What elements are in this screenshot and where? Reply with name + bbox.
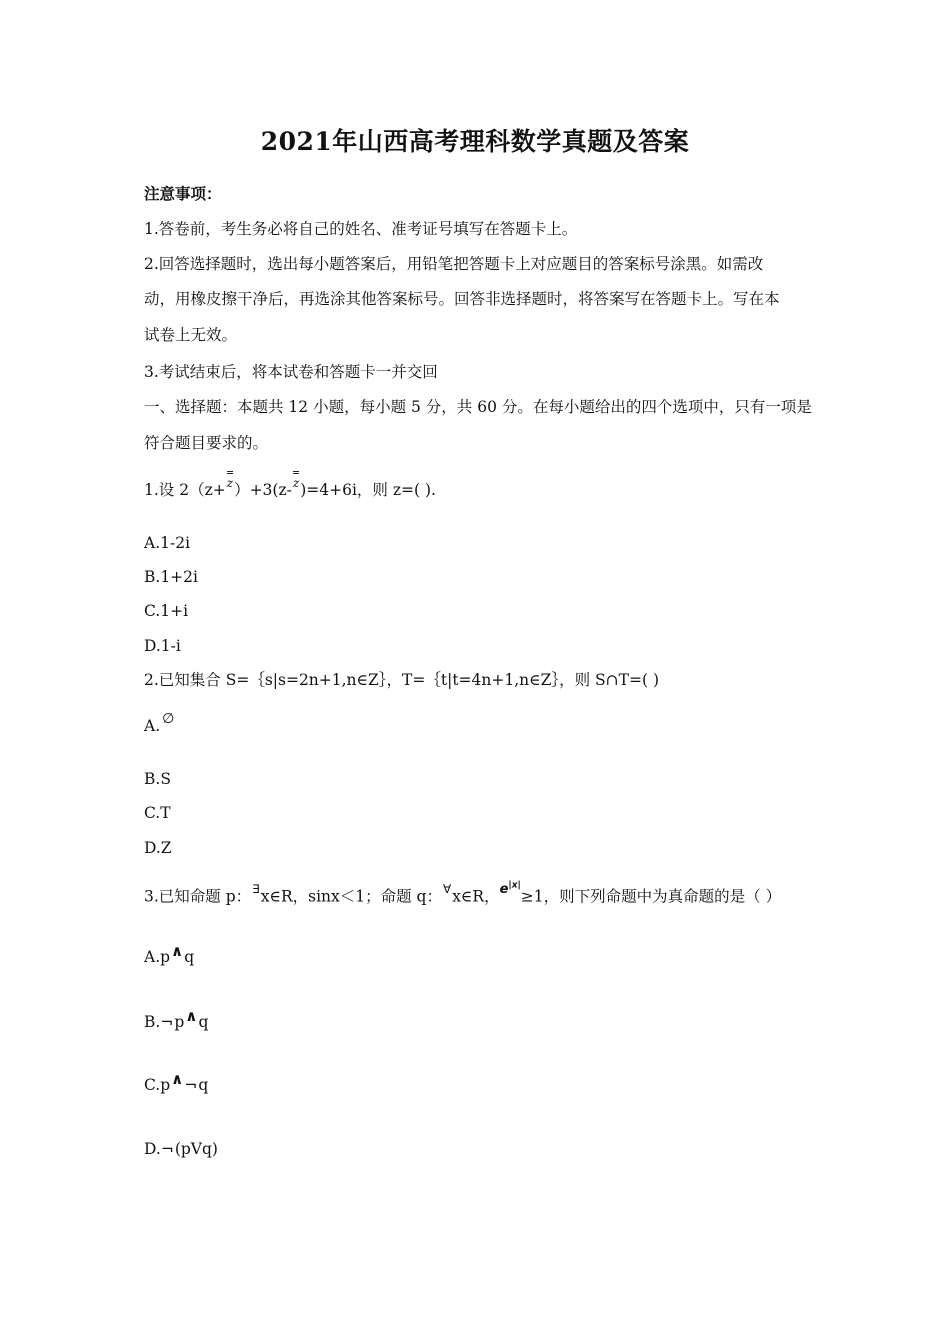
z-conjugate-symbol: z [227,473,233,493]
question-1-option-c: C.1+i [144,602,189,620]
question-2-option-d: D.Z [144,839,172,857]
question-3-text-d: ≥1，则下列命题中为真命题的是（ ） [520,887,782,906]
question-2-option-a-label: A. [144,717,161,735]
and-symbol: ∧ [171,1070,184,1088]
option-a-text-post: q [184,948,195,966]
section-1-line-1: 一、选择题：本题共 12 小题，每小题 5 分，共 60 分。在每小题给出的四个选项中，只有一项是 [144,398,812,416]
question-1-stem [144,476,436,501]
not-symbol: ¬ [160,1013,174,1031]
question-1-text-c: )=4+6i，则 z=( ). [300,481,436,499]
question-2-option-b: B.S [144,770,171,788]
notice-item-1: 1.答卷前，考生务必将自己的姓名、准考证号填写在答题卡上。 [144,220,578,238]
question-3-option-a [144,942,195,967]
option-b-text-post: q [198,1013,209,1031]
question-3-option-d [144,1139,218,1159]
notice-item-2-line-3: 试卷上无效。 [144,326,238,344]
forall-symbol: ∀ [442,882,452,897]
question-2-option-c: C.T [144,804,171,822]
question-3-option-c [144,1070,209,1095]
question-1-text-b: ）+3(z- [234,481,292,499]
not-symbol: ¬ [160,1140,174,1158]
and-symbol: ∧ [185,1007,198,1025]
z-conjugate-symbol: z [293,473,299,493]
notice-item-3: 3.考试结束后，将本试卷和答题卡一并交回 [144,363,438,381]
page-title: 2021年山西高考理科数学真题及答案 [260,127,690,156]
question-1-option-a: A.1-2i [144,534,191,552]
section-1-line-2: 符合题目要求的。 [144,434,269,452]
question-2-stem: 2.已知集合 S=｛s|s=2n+1,n∈Z｝，T=｛t|t=4n+1,n∈Z｝，则 S∩T=( ) [144,671,660,689]
not-symbol: ¬ [184,1076,198,1094]
question-1-text-a: 1.设 2（z+ [144,481,226,499]
exists-symbol: ∃ [252,882,260,897]
question-3-text-c: x∈R， [452,887,500,906]
notice-item-2-line-1: 2.回答选择题时，选出每小题答案后，用铅笔把答题卡上对应题目的答案标号涂黑。如需改 [144,255,764,273]
question-1-option-b: B.1+2i [144,568,198,586]
and-symbol: ∧ [171,942,184,960]
notice-item-2-line-2: 动，用橡皮擦干净后，再选涂其他答案标号。回答非选择题时，将答案写在答题卡上。写在本 [144,290,780,308]
empty-set-symbol: ∅ [162,711,175,727]
option-a-text-pre: A.p [144,948,171,966]
option-d-text-post: (pVq) [174,1140,218,1158]
option-c-text-pre: C.p [144,1076,171,1094]
question-3-option-b [144,1007,209,1032]
question-3-stem [144,881,782,908]
exp-base: e [499,882,509,898]
exponential-expression [500,882,521,897]
question-2-option-a [144,711,175,737]
exp-power: |x| [508,881,521,891]
option-c-text-post: q [198,1076,209,1094]
option-b-text-mid: p [174,1013,185,1031]
question-3-text-a: 3.已知命题 p： [144,887,252,906]
notice-heading: 注意事项： [144,184,222,203]
question-3-text-b: x∈R，sinx＜1；命题 q： [260,887,442,906]
option-d-text-pre: D. [144,1140,161,1158]
question-1-option-d: D.1-i [144,637,181,655]
option-b-text-pre: B. [144,1013,161,1031]
